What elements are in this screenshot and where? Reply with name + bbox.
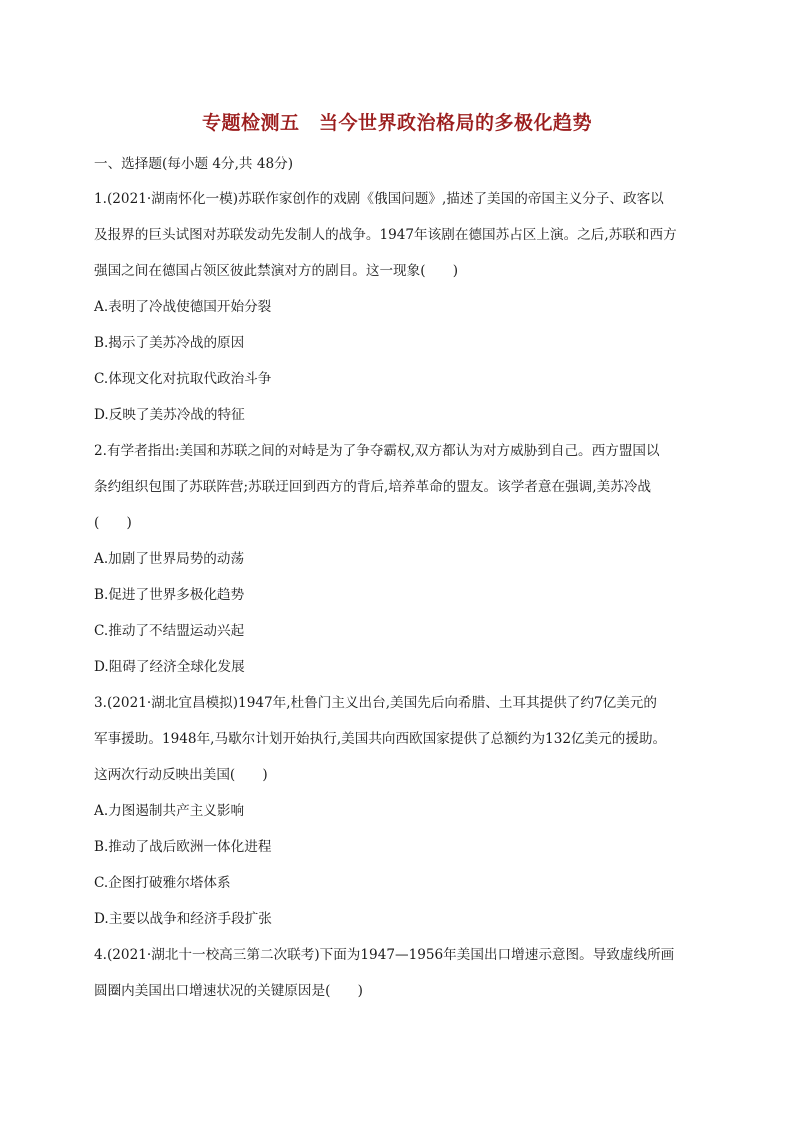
question-3-line-1: 3.(2021·湖北宜昌模拟)1947年,杜鲁门主义出台,美国先后向希腊、土耳其提供了约7亿美元的 <box>94 695 657 711</box>
question-2-line-3: ( ) <box>94 515 132 531</box>
question-1-line-2: 及报界的巨头试图对苏联发动先发制人的战争。1947年该剧在德国苏占区上演。之后,苏联和西方 <box>94 227 677 243</box>
question-4-line-1: 4.(2021·湖北十一校高三第二次联考)下面为1947—1956年美国出口增速示意图。导致虚线所画 <box>94 947 675 963</box>
question-2-option-c: C.推动了不结盟运动兴起 <box>94 623 245 639</box>
question-4-line-2: 圆圈内美国出口增速状况的关键原因是( ) <box>94 983 363 999</box>
question-2-option-d: D.阻碍了经济全球化发展 <box>94 659 245 675</box>
question-3-option-a: A.力图遏制共产主义影响 <box>94 803 245 819</box>
question-1-option-b: B.揭示了美苏冷战的原因 <box>94 335 245 351</box>
section-heading: 一、选择题(每小题 4分,共 48分) <box>94 156 294 172</box>
question-2-line-2: 条约组织包围了苏联阵营;苏联迂回到西方的背后,培养革命的盟友。该学者意在强调,美苏冷战 <box>94 479 651 495</box>
question-3-option-d: D.主要以战争和经济手段扩张 <box>94 911 272 927</box>
question-1-line-1: 1.(2021·湖南怀化一模)苏联作家创作的戏剧《俄国问题》,描述了美国的帝国主义分子、政客以 <box>94 191 664 207</box>
question-3-option-c: C.企图打破雅尔塔体系 <box>94 875 231 891</box>
question-3-line-3: 这两次行动反映出美国( ) <box>94 767 268 783</box>
question-1-option-a: A.表明了冷战使德国开始分裂 <box>94 299 272 315</box>
page-title: 专题检测五 当今世界政治格局的多极化趋势 <box>201 112 592 134</box>
question-3-option-b: B.推动了战后欧洲一体化进程 <box>94 839 272 855</box>
question-2-line-1: 2.有学者指出:美国和苏联之间的对峙是为了争夺霸权,双方都认为对方威胁到自己。西方盟国以 <box>94 443 660 459</box>
question-1-option-c: C.体现文化对抗取代政治斗争 <box>94 371 272 387</box>
question-1-option-d: D.反映了美苏冷战的特征 <box>94 407 245 423</box>
question-2-option-b: B.促进了世界多极化趋势 <box>94 587 245 603</box>
question-3-line-2: 军事援助。1948年,马歇尔计划开始执行,美国共向西欧国家提供了总额约为132亿美元的援助。 <box>94 731 667 747</box>
question-2-option-a: A.加剧了世界局势的动荡 <box>94 551 245 567</box>
question-1-line-3: 强国之间在德国占领区彼此禁演对方的剧目。这一现象( ) <box>94 263 459 279</box>
